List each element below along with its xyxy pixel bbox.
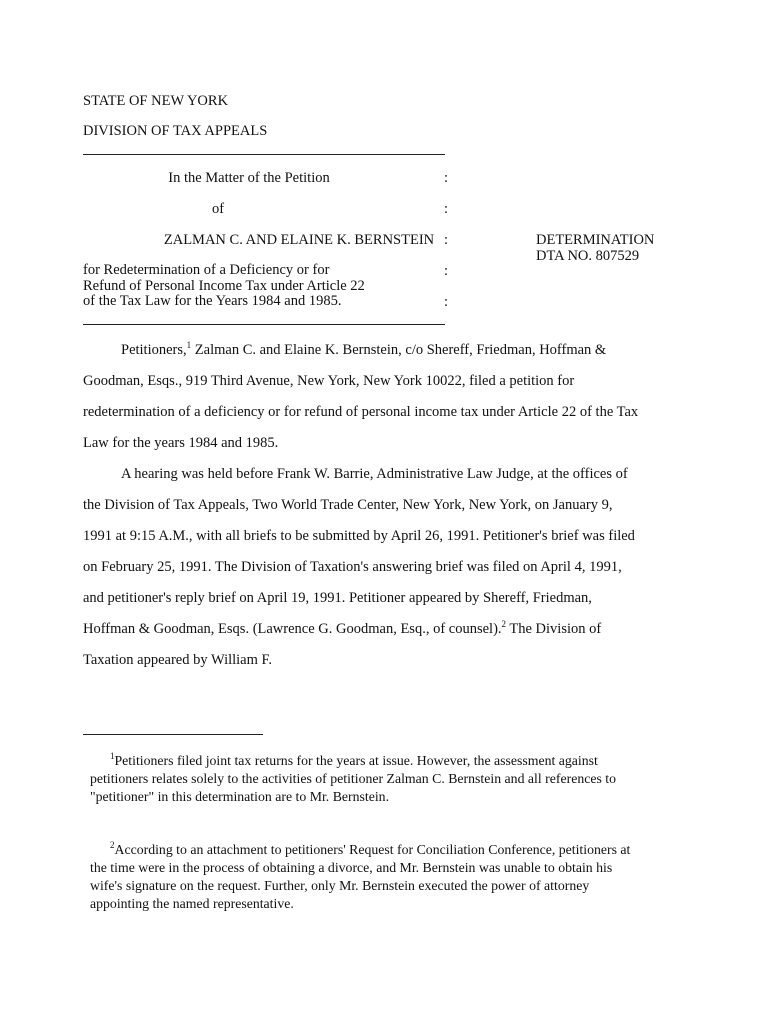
footnote-separator [83,734,263,735]
footnote-marker: 1 [110,751,115,761]
footnote-ref-2[interactable]: 2 [501,619,507,629]
body-line [121,341,606,359]
purpose-line-3: of the Tax Law for the Years 1984 and 1985. [83,293,342,309]
body-line: 1991 at 9:15 A.M., with all briefs to be submitted by April 26, 1991. Petitioner's brief was filed [83,528,635,544]
footnote-line: wife's signature on the request. Further, only Mr. Bernstein executed the power of attorney [90,878,590,893]
body-line: Goodman, Esqs., 919 Third Avenue, New York, New York 10022, filed a petition for [83,373,575,389]
footnote-line: appointing the named representative. [90,896,294,911]
body-line-text: Zalman C. and Elaine K. Bernstein, c/o Shereff, Friedman, Hoffman & [191,342,607,358]
caption-top-rule [83,154,445,155]
body-line: A hearing was held before Frank W. Barrie, Administrative Law Judge, at the offices of [121,466,628,482]
caption-bottom-rule [83,324,445,325]
purpose-line-2: Refund of Personal Income Tax under Article 22 [83,277,365,294]
petitioners-lead: Petitioners, [121,342,187,358]
body-line: and petitioner's reply brief on April 19, 1991. Petitioner appeared by Shereff, Friedman, [83,590,592,606]
footnote-line: the time were in the process of obtaining a divorce, and Mr. Bernstein was unable to obtain his [90,860,613,875]
footnote-text: Petitioners filed joint tax returns for the years at issue. However, the assessment against [114,753,598,768]
body-line: redetermination of a deficiency or for refund of personal income tax under Article 22 of the Tax [83,404,639,420]
division-heading: DIVISION OF TAX APPEALS [83,123,268,139]
dta-number: DTA NO. 807529 [536,248,640,264]
footnote-line: petitioners relates solely to the activities of petitioner Zalman C. Bernstein and all references to [90,771,617,786]
footnote-line: "petitioner" in this determination are to Mr. Bernstein. [90,789,390,804]
footnote-text: According to an attachment to petitioners' Request for Conciliation Conference, petitioners at [114,842,631,857]
body-line: Law for the years 1984 and 1985. [83,435,279,451]
caption-colon: : [444,232,449,248]
footnote-line [110,841,630,858]
caption-colon: : [444,263,449,279]
footnote-ref-1[interactable]: 1 [186,340,192,350]
petitioners-names: ZALMAN C. AND ELAINE K. BERNSTEIN [163,232,435,248]
determination-label: DETERMINATION [536,232,655,248]
caption-colon: : [444,170,449,186]
body-line: on February 25, 1991. The Division of Taxation's answering brief was filed on April 4, 1991, [83,559,622,575]
body-line: the Division of Tax Appeals, Two World Trade Center, New York, New York, on January 9, [83,497,613,513]
caption-colon: : [444,294,449,310]
body-line [83,620,601,638]
body-line-text: The Division of [506,621,602,637]
footnote-line [110,752,598,769]
body-line: Taxation appeared by William F. [83,652,273,668]
of-line: of [211,201,225,217]
caption-colon: : [444,201,449,217]
state-heading: STATE OF NEW YORK [83,93,229,109]
footnote-marker: 2 [110,840,115,850]
body-line-text: Hoffman & Goodman, Esqs. (Lawrence G. Goodman, Esq., of counsel). [83,621,502,637]
matter-line: In the Matter of the Petition [168,170,330,186]
purpose-line-1: for Redetermination of a Deficiency or for [83,262,330,278]
